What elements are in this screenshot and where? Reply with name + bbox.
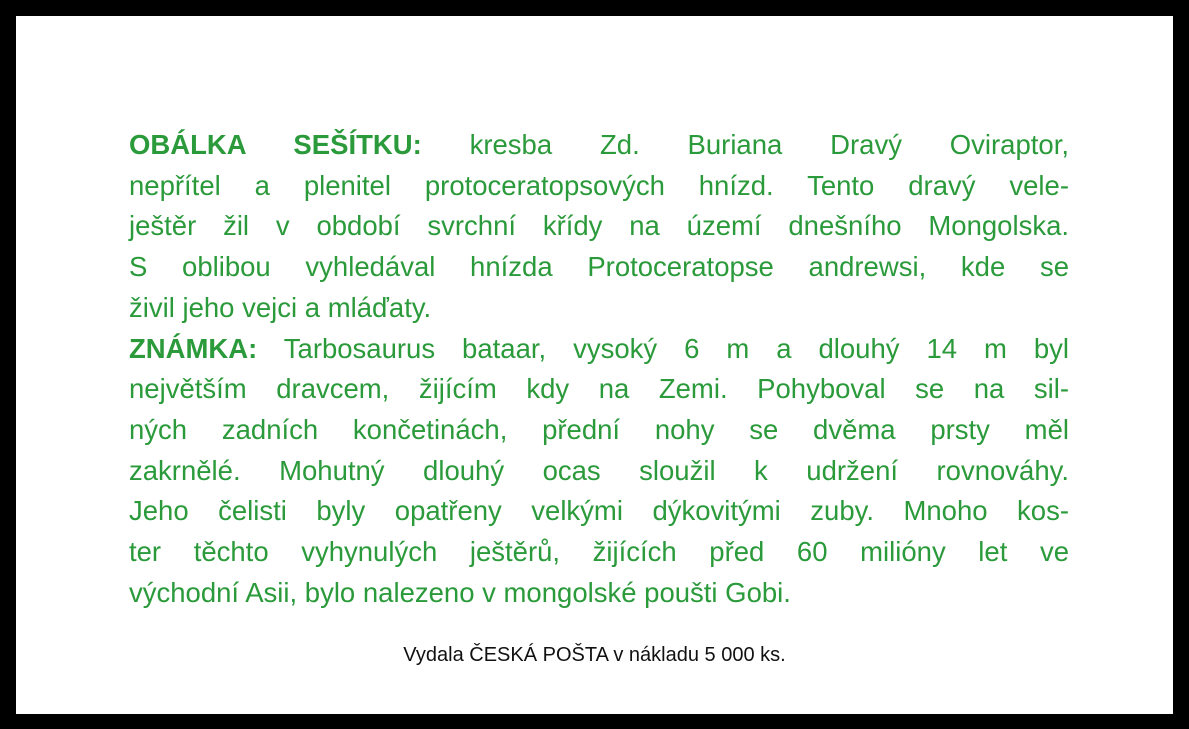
- section1-text-1: kresba Zd. Buriana Dravý Oviraptor,: [421, 129, 1069, 160]
- section2-text-1: Tarbosaurus bataar, vysoký 6 m a dlouhý 14 m byl: [257, 332, 1069, 364]
- section2-line-6: ter těchto vyhynulých ještěrů, žijících před 60 milióny let ve: [129, 536, 1069, 568]
- publisher-note: Vydala ČESKÁ POŠTA v nákladu 5 000 ks.: [403, 644, 786, 666]
- section2-line-4: zakrnělé. Mohutný dlouhý ocas sloužil k udržení rovnováhy.: [129, 454, 1069, 486]
- section1-line-5: živil jeho vejci a mláďaty.: [129, 291, 432, 323]
- section1-label: OBÁLKA SEŠÍTKU:: [129, 129, 422, 160]
- section2-label: ZNÁMKA:: [129, 332, 258, 364]
- section2-line-1: [129, 329, 1069, 370]
- section2-line-2: největším dravcem, žijícím kdy na Zemi. Pohyboval se na sil-: [129, 373, 1069, 405]
- section2-line-7: východní Asii, bylo nalezeno v mongolské poušti Gobi.: [129, 576, 791, 608]
- section1-line-1: [129, 125, 1069, 166]
- booklet-card: [16, 16, 1173, 714]
- section2-line-5: Jeho čelisti byly opatřeny velkými dýkovitými zuby. Mnoho kos-: [129, 495, 1069, 527]
- section1-line-3: ještěr žil v období svrchní křídy na území dnešního Mongolska.: [129, 210, 1069, 242]
- section1-line-4: S oblibou vyhledával hnízda Protoceratopse andrewsi, kde se: [129, 251, 1069, 283]
- description-text: [129, 125, 1069, 613]
- section1-line-2: nepřítel a plenitel protoceratopsových hnízd. Tento dravý vele-: [129, 169, 1069, 201]
- section2-line-3: ných zadních končetinách, přední nohy se dvěma prsty měl: [129, 413, 1069, 445]
